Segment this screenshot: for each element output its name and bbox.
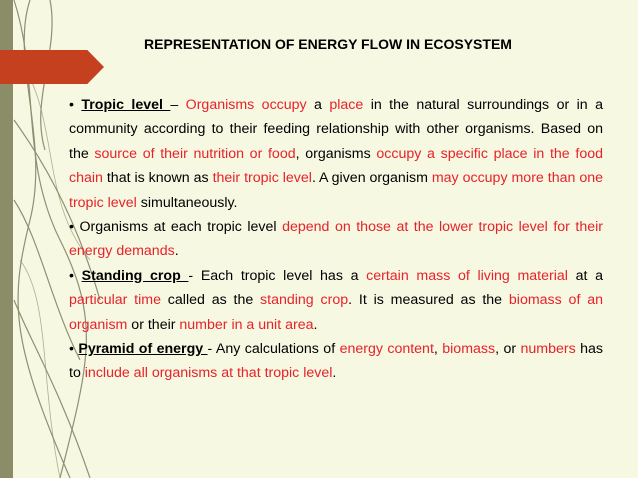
slide-body [69,93,603,386]
term-standing-crop: Standing crop [81,267,189,284]
paragraph-standing-crop: • Standing crop - Each tropic level has a certain mass of living material at a particular time called as the standing crop. It is measured as the biomass of an organism or their number in a unit area. [69,267,603,333]
paragraph-pyramid-of-energy: • Pyramid of energy - Any calculations of energy content, biomass, or numbers has to include all organisms at that tropic level. [69,341,603,382]
slide-title: REPRESENTATION OF ENERGY FLOW IN ECOSYSTEM [144,36,512,52]
paragraph-energy-demands: • Organisms at each tropic level depend on those at the lower tropic level for their energy demands. [69,219,603,260]
red-arrow-tab [0,50,104,84]
term-tropic-level: Tropic level [81,97,171,113]
term-pyramid-of-energy: Pyramid of energy [78,341,208,358]
paragraph-tropic-level: • Tropic level – Organisms occupy a place in the natural surroundings or in a community according to their feeding relationship with other organisms. Based on the source of their nutrition or food, organisms occupy a specific place in the food chain that is known as their tropic level. A given organism may occupy more than one tropic level simultaneously. [69,97,603,211]
